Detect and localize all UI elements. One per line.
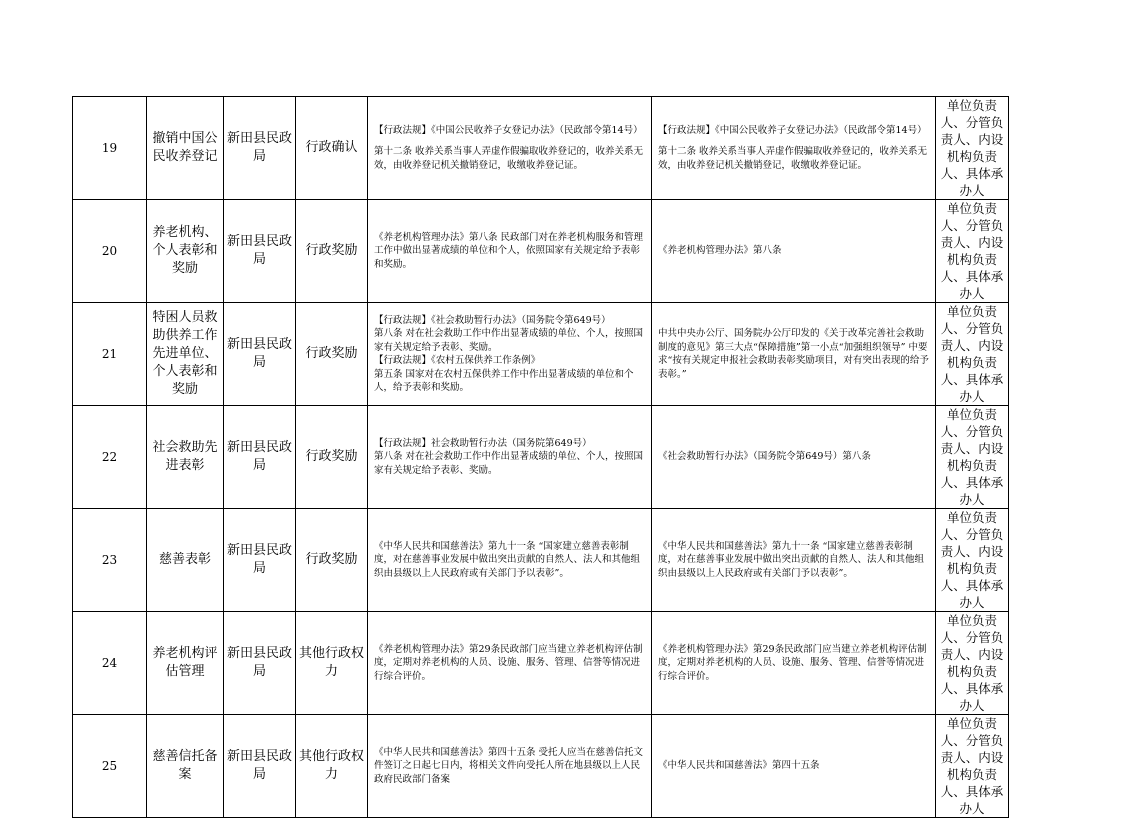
row-number: 24: [73, 612, 147, 715]
power-name: 慈善表彰: [147, 509, 224, 612]
authority-basis: [652, 406, 936, 509]
department: 新田县民政局: [224, 200, 296, 303]
legal-basis-line: 《中华人民共和国慈善法》第四十五条 受托人应当在慈善信托文件签订之日起七日内，将相关文件向受托人所在地县级以上人民政府民政部门备案: [374, 746, 644, 785]
power-name: 慈善信托备案: [147, 715, 224, 818]
department: 新田县民政局: [224, 715, 296, 818]
legal-basis: [368, 612, 652, 715]
power-name: 社会救助先进表彰: [147, 406, 224, 509]
legal-basis-line: 《养老机构管理办法》第29条民政部门应当建立养老机构评估制度，定期对养老机构的人员、设施、服务、管理、信誉等情况进行综合评价。: [374, 643, 643, 682]
row-number: 21: [73, 303, 147, 406]
power-name: 养老机构、个人表彰和奖励: [147, 200, 224, 303]
power-name: 特困人员救助供养工作先进单位、个人表彰和奖励: [147, 303, 224, 406]
row-number: 20: [73, 200, 147, 303]
table-row: [73, 612, 1009, 715]
responsible-persons: 单位负责人、分管负责人、内设机构负责人、具体承办人: [936, 406, 1009, 509]
legal-basis-line: 《养老机构管理办法》第八条 民政部门对在养老机构服务和管理工作中做出显著成绩的单位和个人，依照国家有关规定给予表彰和奖励。: [374, 231, 644, 270]
department: 新田县民政局: [224, 97, 296, 200]
legal-basis: [368, 509, 652, 612]
legal-basis: [368, 97, 652, 200]
department: 新田县民政局: [224, 509, 296, 612]
authority-line: 《中华人民共和国慈善法》第九十一条 “国家建立慈善表彰制度，对在慈善事业发展中做出突出贡献的自然人、法人和其他组织由县级以上人民政府或有关部门予以表彰”。: [658, 540, 925, 579]
legal-basis-line: 【行政法规】《社会救助暂行办法》（国务院令第649号）: [374, 314, 611, 326]
department: 新田县民政局: [224, 303, 296, 406]
table-body: [73, 97, 1009, 818]
authority-basis: [652, 509, 936, 612]
responsible-persons: 单位负责人、分管负责人、内设机构负责人、具体承办人: [936, 715, 1009, 818]
responsible-persons: 单位负责人、分管负责人、内设机构负责人、具体承办人: [936, 97, 1009, 200]
legal-basis-line: 【行政法规】《中国公民收养子女登记办法》（民政部令第14号）: [374, 124, 643, 136]
responsible-persons: 单位负责人、分管负责人、内设机构负责人、具体承办人: [936, 612, 1009, 715]
authority-basis: [652, 303, 936, 406]
table-row: [73, 303, 1009, 406]
legal-basis-line: 【行政法规】《农村五保供养工作条例》: [374, 355, 541, 366]
legal-basis-line: 第十二条 收养关系当事人弄虚作假骗取收养登记的，收养关系无效，由收养登记机关撤销登记，收缴收养登记证。: [374, 146, 644, 171]
row-number: 19: [73, 97, 147, 200]
legal-basis-line: 第五条 国家对在农村五保供养工作中作出显著成绩的单位和个人，给予表彰和奖励。: [374, 368, 634, 393]
responsible-persons: 单位负责人、分管负责人、内设机构负责人、具体承办人: [936, 303, 1009, 406]
legal-basis: [368, 200, 652, 303]
table-row: [73, 97, 1009, 200]
responsible-persons: 单位负责人、分管负责人、内设机构负责人、具体承办人: [936, 200, 1009, 303]
authority-line: 《养老机构管理办法》第八条: [658, 245, 782, 257]
legal-basis: [368, 715, 652, 818]
row-number: 25: [73, 715, 147, 818]
authority-line: 《养老机构管理办法》第29条民政部门应当建立养老机构评估制度，定期对养老机构的人员、设施、服务、管理、信誉等情况进行综合评价。: [658, 643, 927, 682]
power-type: 其他行政权力: [296, 612, 368, 715]
department: 新田县民政局: [224, 612, 296, 715]
authority-line: 《社会救助暂行办法》（国务院令第649号）第八条: [658, 451, 871, 463]
table-row: [73, 509, 1009, 612]
power-type: 行政奖励: [296, 200, 368, 303]
responsible-persons: 单位负责人、分管负责人、内设机构负责人、具体承办人: [936, 509, 1009, 612]
authority-line: 第十二条 收养关系当事人弄虚作假骗取收养登记的，收养关系无效，由收养登记机关撤销登记，收缴收养登记证。: [658, 146, 928, 171]
row-number: 23: [73, 509, 147, 612]
power-list-table: [72, 96, 1009, 818]
legal-basis-line: 【行政法规】社会救助暂行办法（国务院第649号）: [374, 437, 592, 449]
power-type: 其他行政权力: [296, 715, 368, 818]
table-row: [73, 406, 1009, 509]
power-name: 养老机构评估管理: [147, 612, 224, 715]
legal-basis: [368, 406, 652, 509]
row-number: 22: [73, 406, 147, 509]
legal-basis: [368, 303, 652, 406]
authority-line: 中共中央办公厅、国务院办公厅印发的《关于改革完善社会救助制度的意见》第三大点“保障措施”第一小点“加强组织领导” 中要求“按有关规定申报社会救助表彰奖励项目，对有突出表现的给予表彰。”: [658, 328, 929, 380]
power-type: 行政奖励: [296, 509, 368, 612]
power-name: 撤销中国公民收养登记: [147, 97, 224, 200]
authority-basis: [652, 97, 936, 200]
department: 新田县民政局: [224, 406, 296, 509]
legal-basis-line: 第八条 对在社会救助工作中作出显著成绩的单位、个人，按照国家有关规定给予表彰、奖励。: [374, 328, 644, 353]
table-row: [73, 200, 1009, 303]
authority-basis: [652, 715, 936, 818]
authority-basis: [652, 612, 936, 715]
authority-basis: [652, 200, 936, 303]
power-type: 行政奖励: [296, 303, 368, 406]
legal-basis-line: 《中华人民共和国慈善法》第九十一条 “国家建立慈善表彰制度，对在慈善事业发展中做出突出贡献的自然人、法人和其他组织由县级以上人民政府或有关部门予以表彰”。: [374, 540, 641, 579]
authority-line: 【行政法规】《中国公民收养子女登记办法》（民政部令第14号）: [658, 124, 927, 136]
authority-line: 《中华人民共和国慈善法》第四十五条: [658, 760, 820, 772]
power-type: 行政奖励: [296, 406, 368, 509]
table-row: [73, 715, 1009, 818]
legal-basis-line: 第八条 对在社会救助工作中作出显著成绩的单位、个人，按照国家有关规定给予表彰、奖励。: [374, 451, 644, 476]
power-type: 行政确认: [296, 97, 368, 200]
